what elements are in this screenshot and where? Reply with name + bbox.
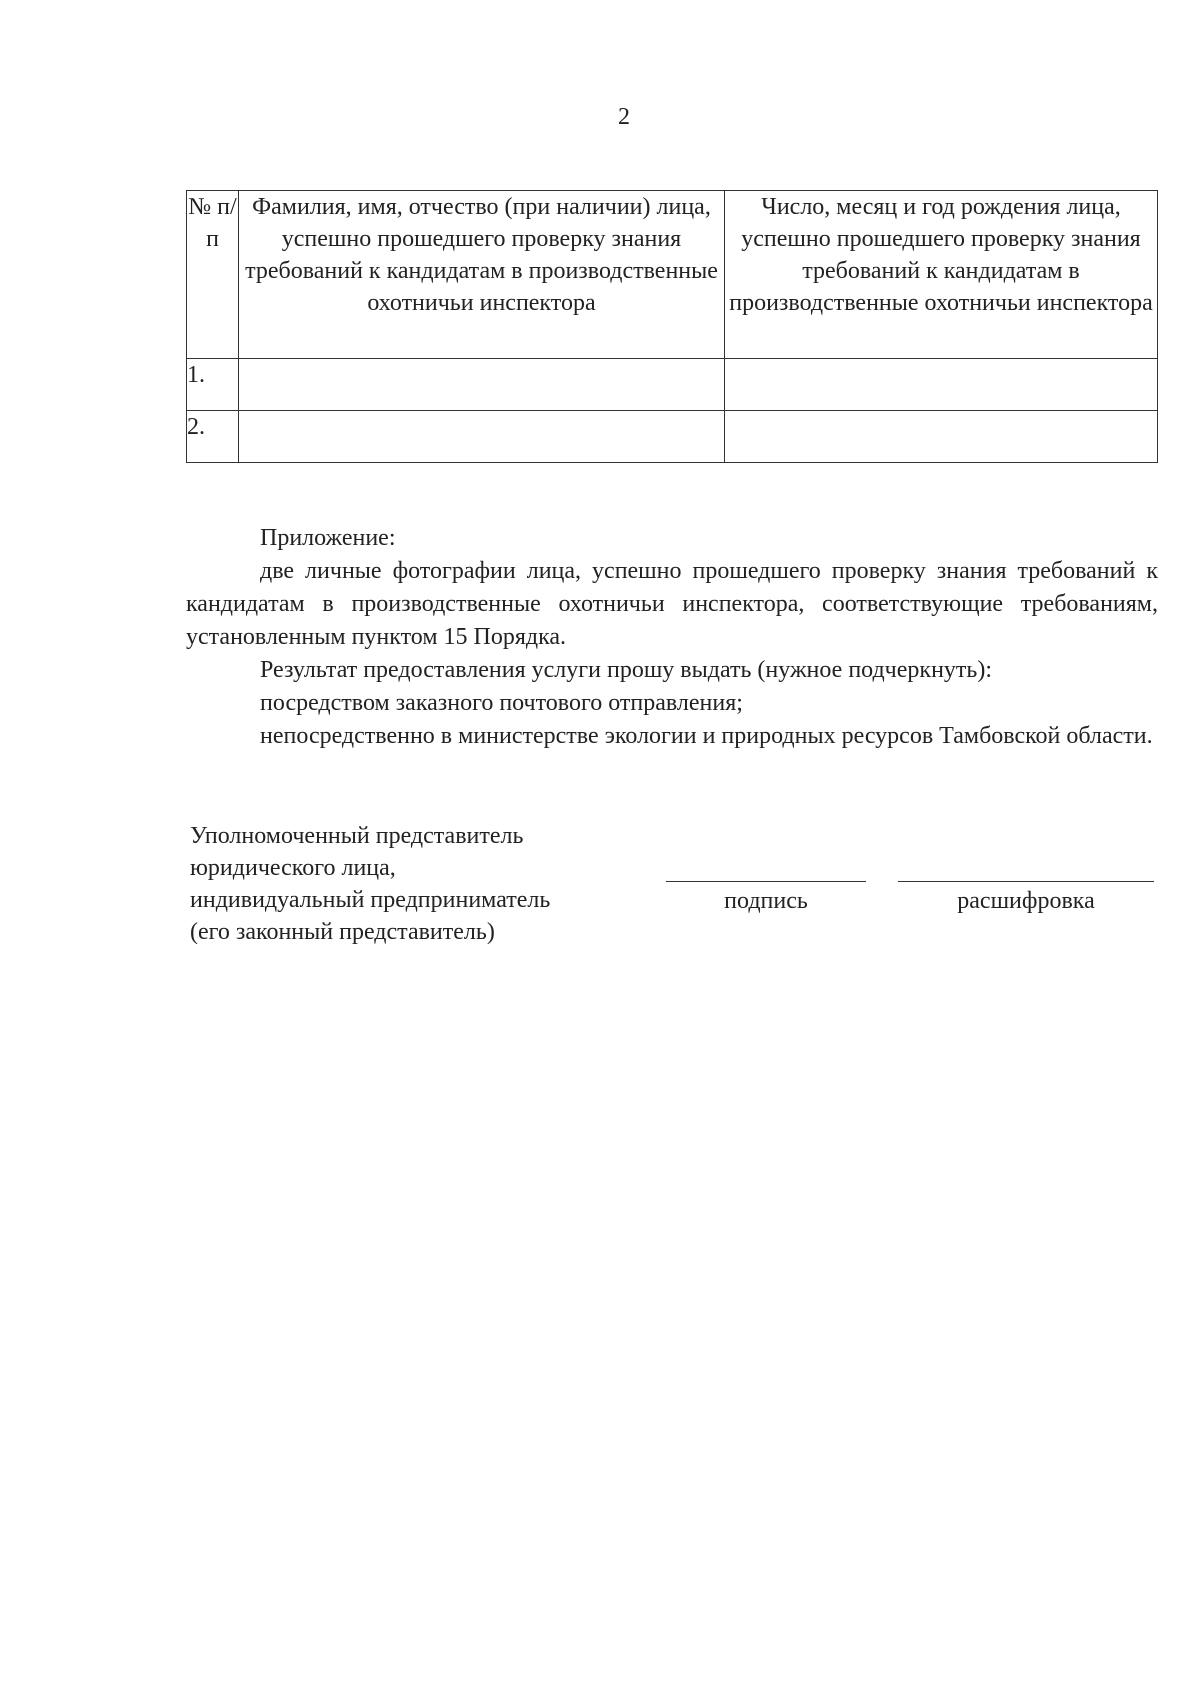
option-ministry: непосредственно в министерстве экологии и природных ресурсов Тамбовской области. — [260, 723, 1153, 749]
row-number-cell: 2. — [187, 411, 239, 463]
birth-date-cell[interactable] — [725, 411, 1158, 463]
signature-caption: подпись — [724, 888, 808, 914]
table-row — [187, 411, 1158, 463]
table-row — [187, 359, 1158, 411]
row-number-cell: 1. — [187, 359, 239, 411]
persons-table — [186, 190, 1158, 463]
body-text — [186, 522, 1158, 753]
decoding-caption: расшифровка — [957, 888, 1095, 914]
table-header-row — [187, 191, 1158, 359]
result-request: Результат предоставления услуги прошу выдать (нужное подчеркнуть): — [260, 657, 992, 683]
full-name-cell[interactable] — [239, 359, 725, 411]
signatory-line-2: юридического лица, — [190, 855, 396, 881]
option-mail: посредством заказного почтового отправления; — [260, 690, 743, 716]
signatory-line-1: Уполномоченный представитель — [190, 823, 524, 849]
signatory-line-3: индивидуальный предприниматель — [190, 887, 551, 913]
full-name-cell[interactable] — [239, 411, 725, 463]
attachment-text: две личные фотографии лица, успешно прошедшего проверку знания требований к кандидатам в производственные охотничьи инспектора, соответствующие требованиям, установленным пунктом 15 Порядка. — [186, 558, 1158, 650]
header-full-name: Фамилия, имя, отчество (при наличии) лица, успешно прошедшего проверку знания требований к кандидатам в производственные охотничьи инспектора — [239, 191, 725, 359]
birth-date-cell[interactable] — [725, 359, 1158, 411]
header-birth-date: Число, месяц и год рождения лица, успешно прошедшего проверку знания требований к кандидатам в производственные охотничьи инспектора — [725, 191, 1158, 359]
attachment-heading: Приложение: — [260, 525, 396, 551]
signature-line[interactable] — [666, 881, 866, 882]
signatory-line-4: (его законный представитель) — [190, 919, 495, 945]
signatory-label — [190, 820, 550, 948]
name-decoding-line[interactable] — [898, 881, 1154, 882]
header-number: № п/п — [187, 191, 239, 359]
page-number: 2 — [618, 104, 630, 130]
